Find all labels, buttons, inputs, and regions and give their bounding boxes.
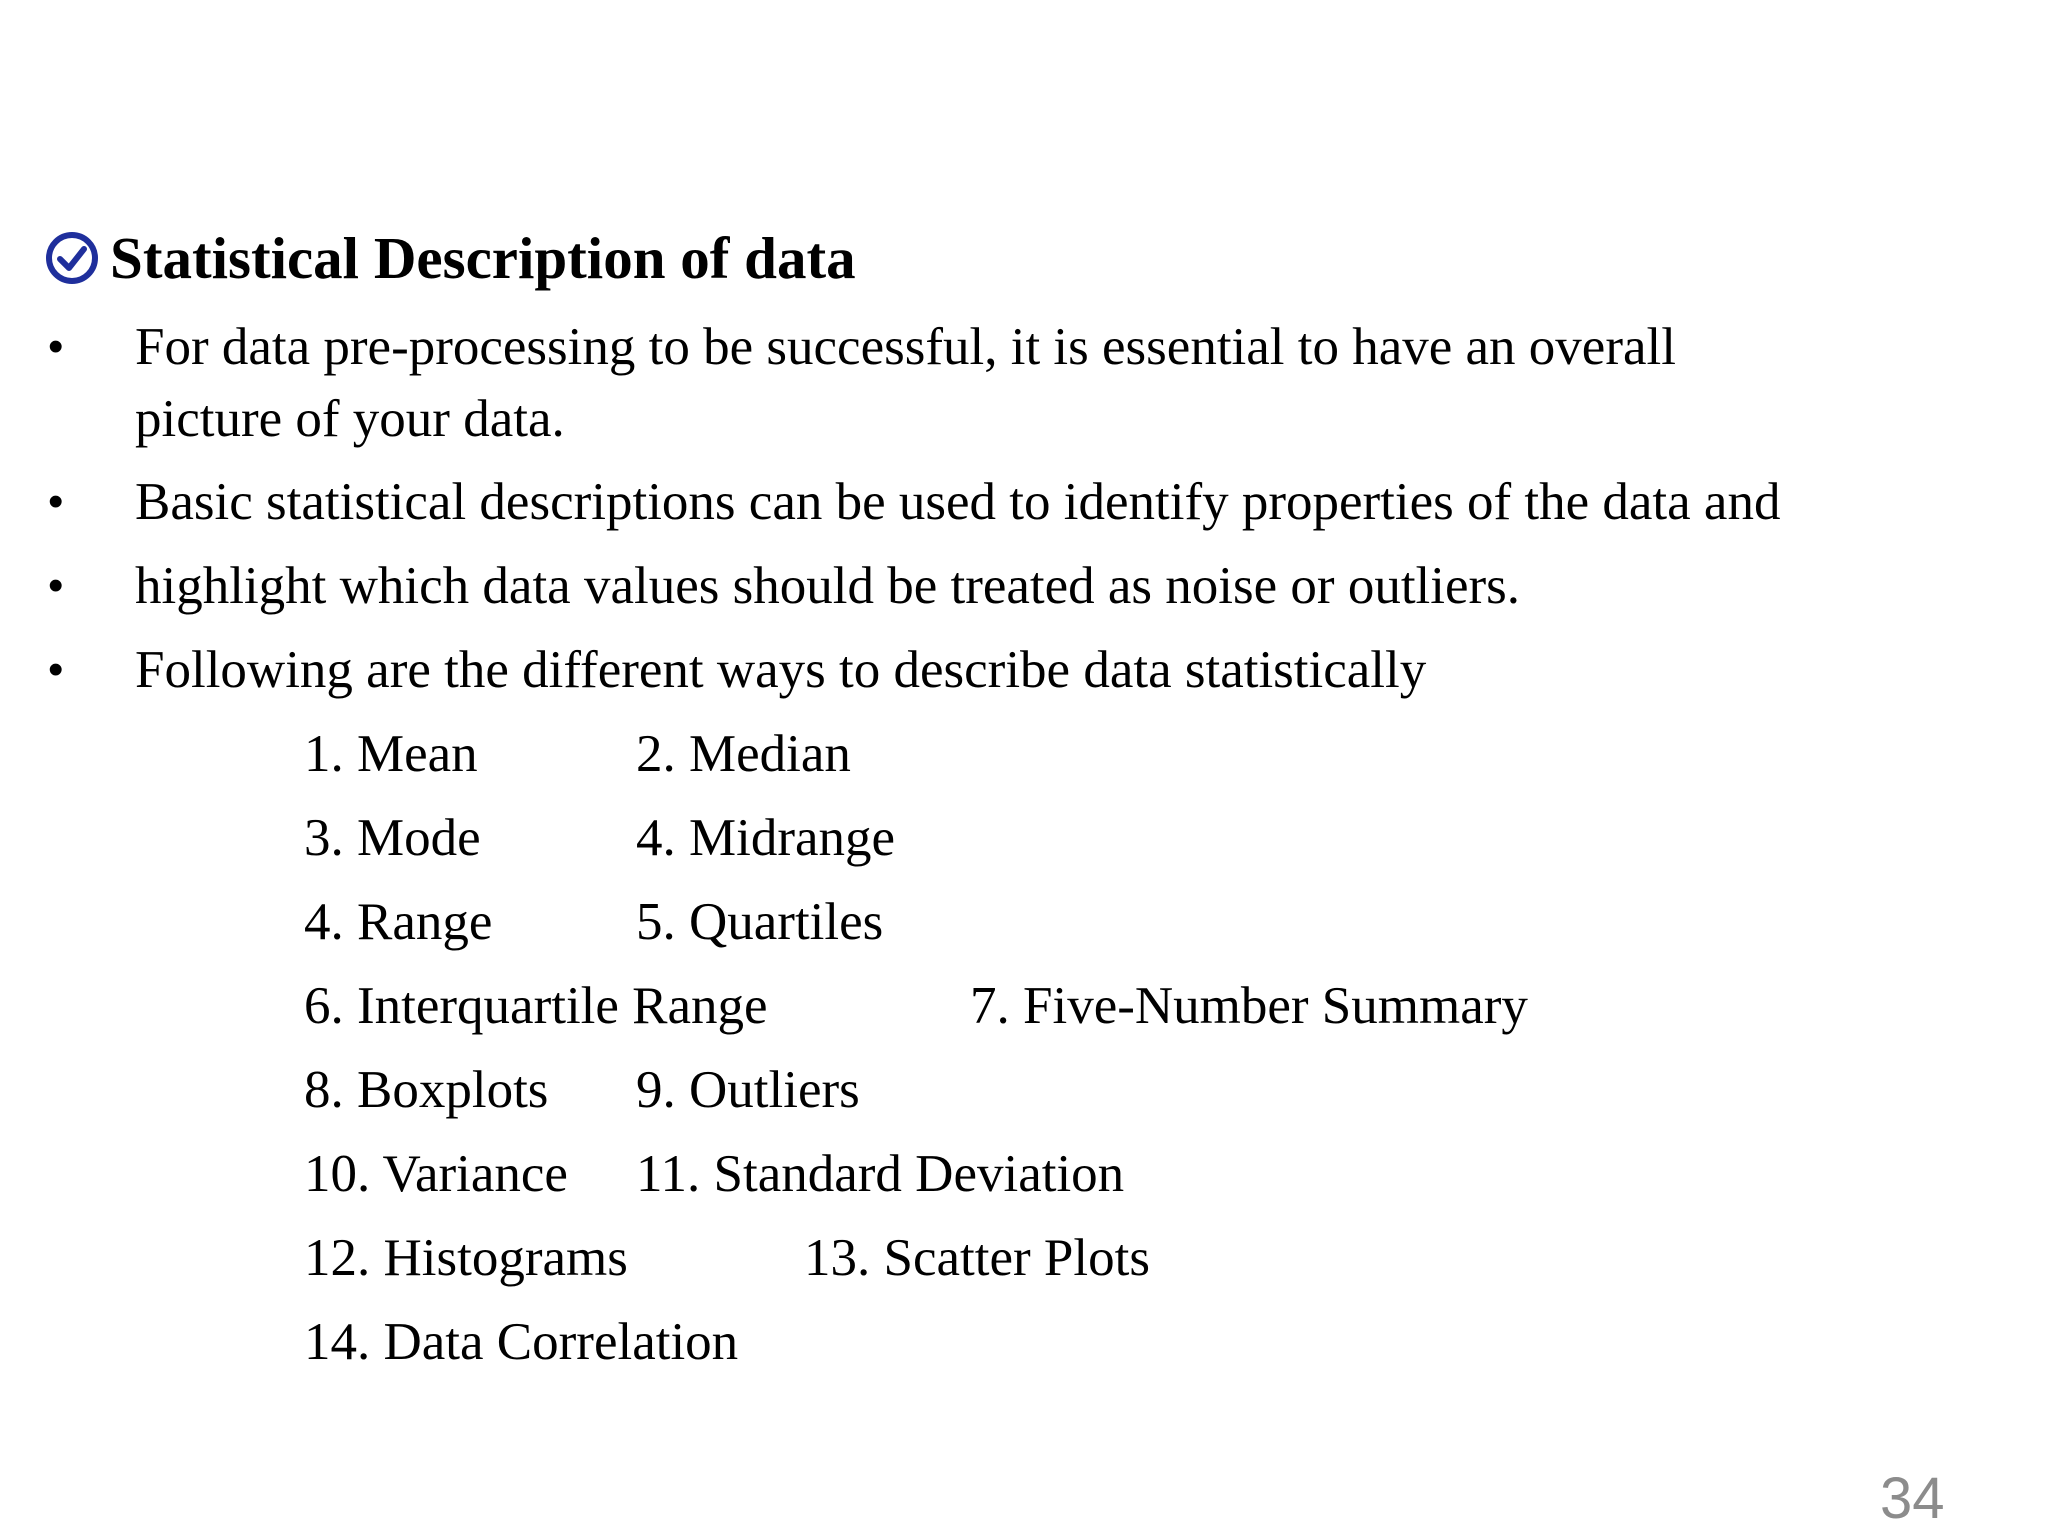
- bullet-text: highlight which data values should be treated as noise or outliers.: [135, 557, 1521, 615]
- bullet-text: Basic statistical descriptions can be used to identify properties of the data and: [135, 473, 1781, 531]
- method-item: 1. Mean: [304, 725, 478, 783]
- method-item: 8. Boxplots: [304, 1061, 549, 1119]
- method-item: 12. Histograms: [304, 1229, 628, 1287]
- method-item: 5. Quartiles: [636, 893, 884, 951]
- method-item: 4. Range: [304, 893, 493, 951]
- method-item: 6. Interquartile Range: [304, 977, 768, 1035]
- method-item: 7. Five-Number Summary: [970, 977, 1528, 1035]
- method-item: 4. Midrange: [636, 809, 896, 867]
- page-number: 34: [1880, 1466, 1945, 1531]
- bullet-text: For data pre-processing to be successful, it is essential to have an overall: [135, 318, 1676, 376]
- slide-title-row: [44, 222, 856, 294]
- method-item: 2. Median: [636, 725, 851, 783]
- bullet-marker: •: [48, 322, 64, 371]
- method-item: 13. Scatter Plots: [804, 1229, 1150, 1287]
- bullet-text-continuation: picture of your data.: [135, 390, 565, 448]
- check-circle-icon: [44, 230, 100, 286]
- bullet-marker: •: [48, 561, 64, 610]
- method-item: 11. Standard Deviation: [636, 1145, 1125, 1203]
- bullet-marker: •: [48, 645, 64, 694]
- bullet-marker: •: [48, 477, 64, 526]
- method-item: 10. Variance: [304, 1145, 568, 1203]
- slide-title: Statistical Description of data: [110, 225, 856, 291]
- method-item: 3. Mode: [304, 809, 481, 867]
- method-item: 9. Outliers: [636, 1061, 860, 1119]
- bullet-text: Following are the different ways to describe data statistically: [135, 641, 1427, 699]
- method-item: 14. Data Correlation: [304, 1313, 739, 1371]
